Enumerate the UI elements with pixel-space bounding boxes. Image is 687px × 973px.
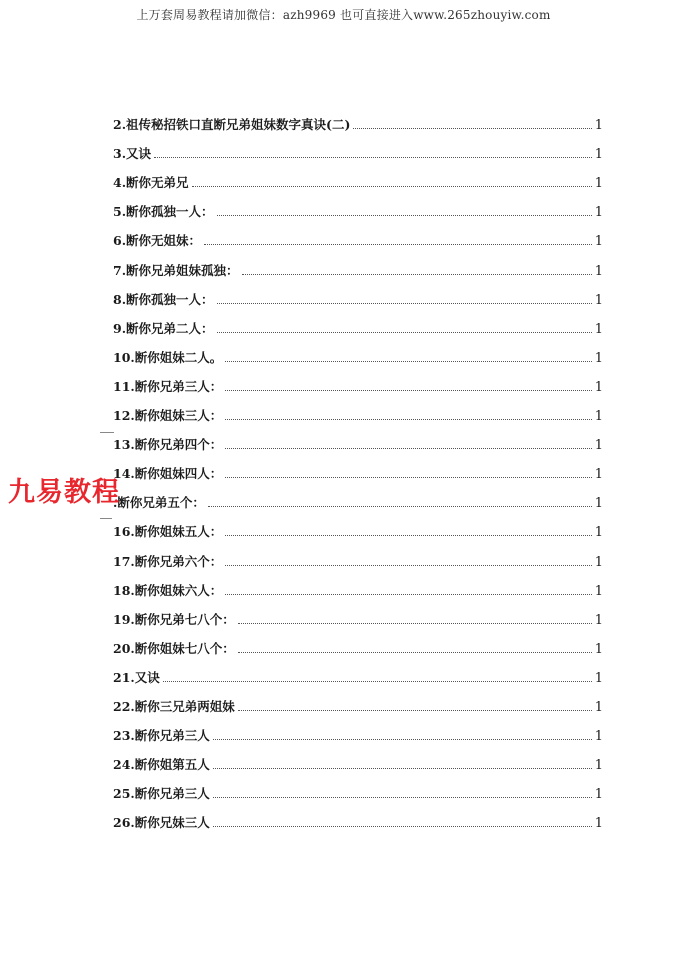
toc-entry-page: 1: [594, 321, 603, 337]
toc-entry-title: 18.断你姐妹六人：: [113, 582, 223, 598]
watermark-logo: 九易教程: [8, 477, 120, 508]
toc-dot-leader: [217, 303, 592, 304]
toc-dot-leader: [213, 826, 592, 827]
toc-entry-title: 21.又诀: [113, 669, 160, 685]
toc-entry-title: 20.断你姐妹七八个：: [113, 640, 235, 656]
toc-entry-title: .断你兄弟五个：: [113, 495, 205, 511]
toc-entry-title: 11.断你兄弟三人：: [113, 378, 223, 394]
toc-entry: [113, 279, 603, 308]
toc-dot-leader: [163, 681, 592, 682]
toc-dot-leader: [204, 244, 592, 245]
toc-entry-title: 3.又诀: [113, 146, 152, 162]
toc-entry-page: 1: [594, 612, 603, 628]
toc-entry-page: 1: [594, 234, 603, 250]
toc-entry-page: 1: [594, 409, 603, 425]
toc-entry: [113, 744, 603, 773]
toc-entry-page: 1: [594, 147, 603, 163]
toc-entry-title: 5.断你孤独一人：: [113, 204, 214, 220]
toc-dot-leader: [238, 710, 592, 711]
toc-entry-page: 1: [594, 496, 603, 512]
toc-dot-leader: [217, 215, 592, 216]
scan-mark: [100, 432, 114, 433]
toc-entry-page: 1: [594, 641, 603, 657]
toc-dot-leader: [225, 448, 591, 449]
toc-entry: [113, 715, 603, 744]
toc-entry-page: 1: [594, 263, 603, 279]
toc-entry: [113, 453, 603, 482]
toc-entry-page: 1: [594, 350, 603, 366]
toc-entry-title: 12.断你姐妹三人：: [113, 408, 223, 424]
toc-dot-leader: [225, 390, 591, 391]
toc-entry-title: 23.断你兄弟三人: [113, 728, 210, 744]
toc-entry-page: 1: [594, 670, 603, 686]
toc-dot-leader: [208, 506, 592, 507]
scan-mark: [100, 518, 112, 519]
toc-dot-leader: [154, 157, 592, 158]
toc-entry-title: 25.断你兄弟三人: [113, 786, 210, 802]
toc-entry: [113, 191, 603, 220]
toc-entry-title: 13.断你兄弟四个：: [113, 437, 223, 453]
toc-entry-page: 1: [594, 467, 603, 483]
toc-entry-page: 1: [594, 176, 603, 192]
toc-entry-title: 22.断你三兄弟两姐妹: [113, 698, 235, 714]
toc-entry: [113, 628, 603, 657]
toc-dot-leader: [242, 274, 592, 275]
toc-entry: [113, 220, 603, 249]
toc-entry-title: 9.断你兄弟二人：: [113, 320, 214, 336]
toc-entry-title: 7.断你兄弟姐妹孤独：: [113, 262, 239, 278]
toc-dot-leader: [225, 419, 591, 420]
toc-entry-title: 17.断你兄弟六个：: [113, 553, 223, 569]
toc-dot-leader: [225, 361, 591, 362]
toc-entry-title: 4.断你无弟兄: [113, 175, 189, 191]
toc-entry-page: 1: [594, 205, 603, 221]
toc-entry: [113, 511, 603, 540]
toc-dot-leader: [225, 594, 591, 595]
toc-entry: [113, 424, 603, 453]
toc-entry-title: 10.断你姐妹二人。: [113, 349, 223, 365]
toc-dot-leader: [238, 623, 592, 624]
toc-entry: [113, 104, 603, 133]
toc-entry-page: 1: [594, 816, 603, 832]
toc-entry-page: 1: [594, 583, 603, 599]
toc-dot-leader: [213, 768, 592, 769]
toc-entry: [113, 366, 603, 395]
toc-entry: [113, 308, 603, 337]
toc-dot-leader: [353, 128, 591, 129]
toc-entry-page: 1: [594, 438, 603, 454]
toc-entry-title: 16.断你姐妹五人：: [113, 524, 223, 540]
toc-entry: [113, 773, 603, 802]
toc-entry-page: 1: [594, 699, 603, 715]
toc-entry: [113, 337, 603, 366]
toc-entry-title: 19.断你兄弟七八个：: [113, 611, 235, 627]
toc-entry: [113, 249, 603, 278]
toc-entry-page: 1: [594, 554, 603, 570]
toc-entry: [113, 540, 603, 569]
toc-entry-page: 1: [594, 118, 603, 134]
toc-entry-page: 1: [594, 379, 603, 395]
toc-dot-leader: [238, 652, 592, 653]
toc-entry-page: 1: [594, 292, 603, 308]
toc-entry: [113, 570, 603, 599]
toc-entry: [113, 395, 603, 424]
toc-entry-page: 1: [594, 729, 603, 745]
table-of-contents: [113, 104, 603, 831]
toc-entry-title: 8.断你孤独一人：: [113, 291, 214, 307]
toc-entry-page: 1: [594, 787, 603, 803]
toc-dot-leader: [225, 535, 591, 536]
toc-dot-leader: [217, 332, 592, 333]
toc-entry: [113, 599, 603, 628]
top-banner: 上万套周易教程请加微信：azh9969 也可直接进入www.265zhouyiw.com: [136, 8, 551, 22]
toc-entry: [113, 133, 603, 162]
toc-dot-leader: [213, 739, 592, 740]
toc-entry-page: 1: [594, 525, 603, 541]
toc-entry-title: 24.断你姐第五人: [113, 757, 210, 773]
toc-dot-leader: [192, 186, 592, 187]
toc-entry-title: 26.断你兄妹三人: [113, 815, 210, 831]
toc-entry: [113, 482, 603, 511]
toc-dot-leader: [213, 797, 592, 798]
toc-dot-leader: [225, 565, 591, 566]
toc-entry-title: 2.祖传秘招铁口直断兄弟姐妹数字真诀(二): [113, 117, 351, 133]
toc-entry-page: 1: [594, 758, 603, 774]
toc-entry-title: 14.断你姐妹四人：: [113, 466, 223, 482]
toc-entry: [113, 657, 603, 686]
toc-dot-leader: [225, 477, 591, 478]
toc-entry-title: 6.断你无姐妹：: [113, 233, 202, 249]
toc-entry: [113, 162, 603, 191]
toc-entry: [113, 802, 603, 831]
toc-entry: [113, 686, 603, 715]
